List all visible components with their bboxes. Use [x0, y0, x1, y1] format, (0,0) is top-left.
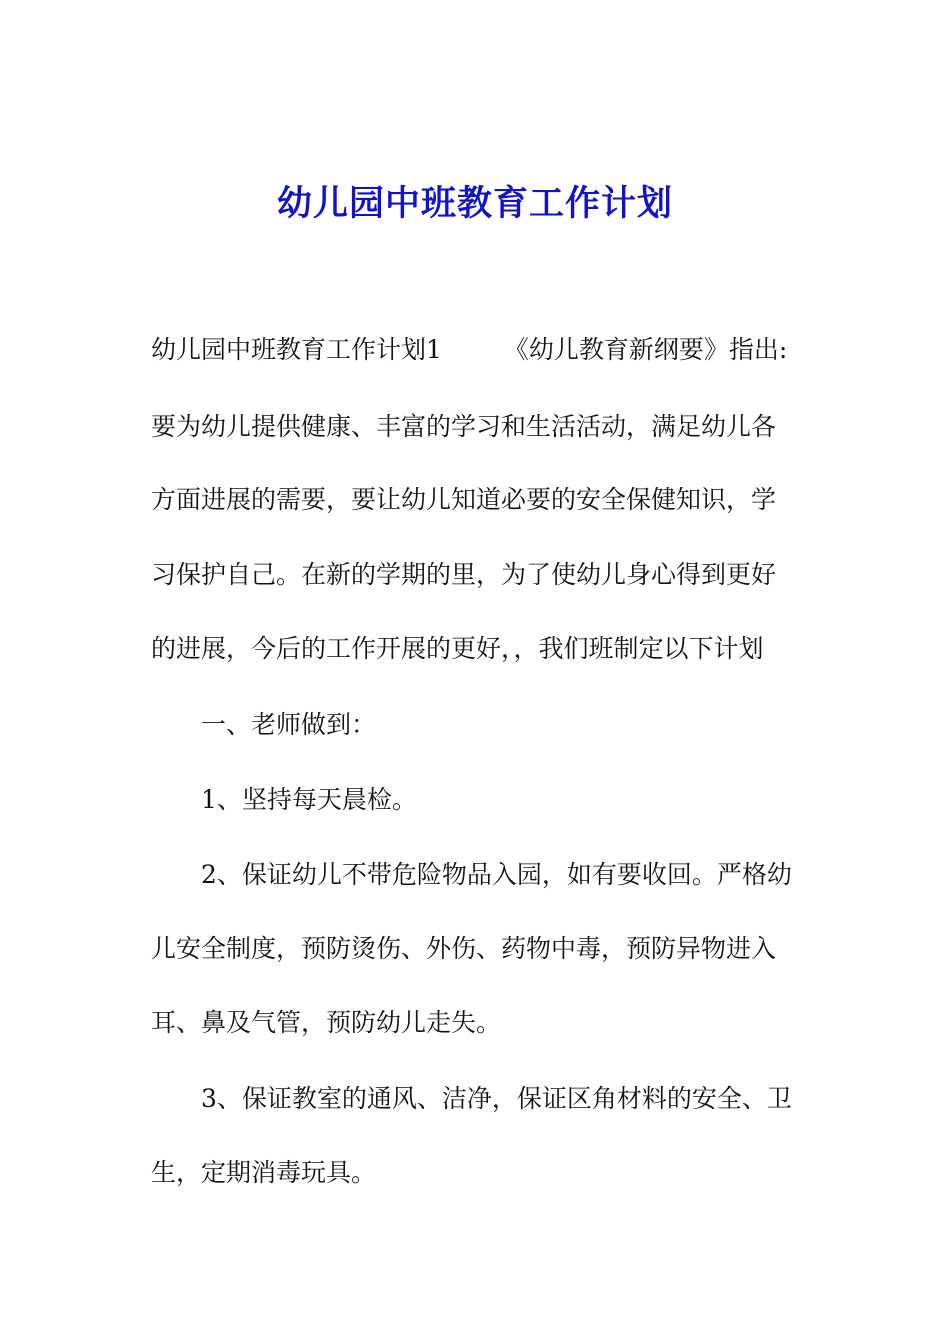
paragraph-line: 习保护自己。在新的学期的里，为了使幼儿身心得到更好: [151, 560, 777, 589]
list-item: 1、坚持每天晨检。: [201, 785, 417, 814]
paragraph-line: 方面进展的需要，要让幼儿知道必要的安全保健知识，学: [151, 485, 777, 514]
list-item: 3、保证教室的通风、洁净，保证区角材料的安全、卫: [201, 1084, 792, 1113]
paragraph-line: 生，定期消毒玩具。: [151, 1158, 377, 1187]
paragraph-line: 的进展，今后的工作开展的更好，，我们班制定以下计划: [151, 634, 764, 663]
paragraph-line: 要为幼儿提供健康、丰富的学习和生活活动，满足幼儿各: [151, 412, 777, 441]
intro-lead: 《幼儿教育新纲要》指出:: [503, 335, 788, 364]
intro-line: [151, 330, 811, 370]
document-title: 幼儿园中班教育工作计划: [276, 184, 673, 224]
paragraph-line: 耳、鼻及气管，预防幼儿走失。: [151, 1008, 502, 1037]
section-heading: 一、老师做到：: [201, 710, 377, 739]
paragraph-line: 儿安全制度，预防烫伤、外伤、药物中毒，预防异物进入: [151, 934, 777, 963]
plan-heading: 幼儿园中班教育工作计划1: [151, 335, 442, 364]
list-item: 2、保证幼儿不带危险物品入园，如有要收回。严格幼: [201, 860, 792, 889]
